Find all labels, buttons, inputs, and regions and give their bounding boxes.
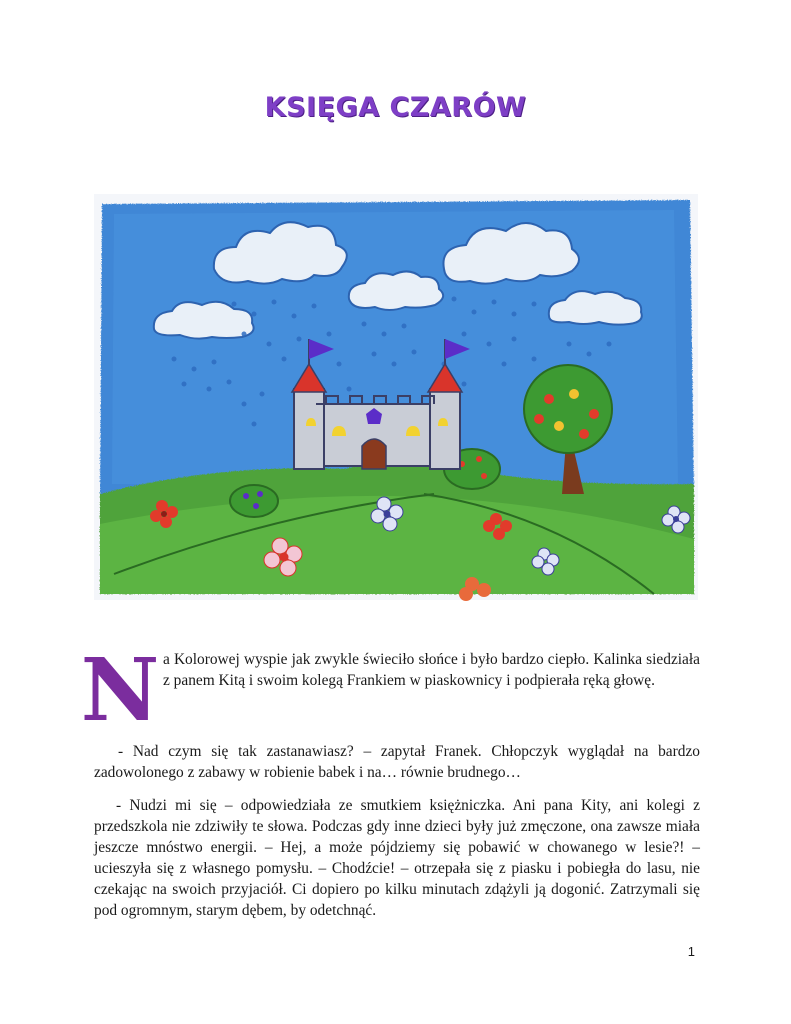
paragraph-1: a Kolorowej wyspie jak zwykle świeciło słońce i było bardzo ciepło. Kalinka siedziała z panem Kitą i swoim kolegą Frankiem w piaskownicy i podpierała ręką głowę. (163, 651, 700, 689)
page-title: KSIĘGA CZARÓW (264, 92, 527, 123)
page-number: 1 (687, 944, 695, 959)
paragraph-3: - Nudzi mi się – odpowiedziała ze smutkiem księżniczka. Ani pana Kity, ani kolegi z przedszkola nie zdziwiły te słowa. Podczas gdy inne dzieci były już zmęczone, ona zawsze miała jeszcze mnóstwo energii. – Hej, a może pójdziemy się pobawić w chowanego w lesie?! – ucieszyła się z własnego pomysłu. – Chodźcie! – otrzepała się z piasku i pobiegła do lasu, nie czekając na swoich przyjaciół. Ci dopiero po kilku minutach zdążyli ją dogonić. Zatrzymali się pod ogromnym, starym dębem, by odetchnąć. (94, 797, 700, 919)
dropcap-letter (80, 640, 160, 741)
dropcap-text: N (80, 640, 160, 741)
paragraph-2: - Nad czym się tak zastanawiasz? – zapytał Franek. Chłopczyk wyglądał na bardzo zadowolonego z zabawy w robienie babek i na… równie brudnego… (94, 743, 700, 781)
castle-illustration (94, 194, 698, 600)
